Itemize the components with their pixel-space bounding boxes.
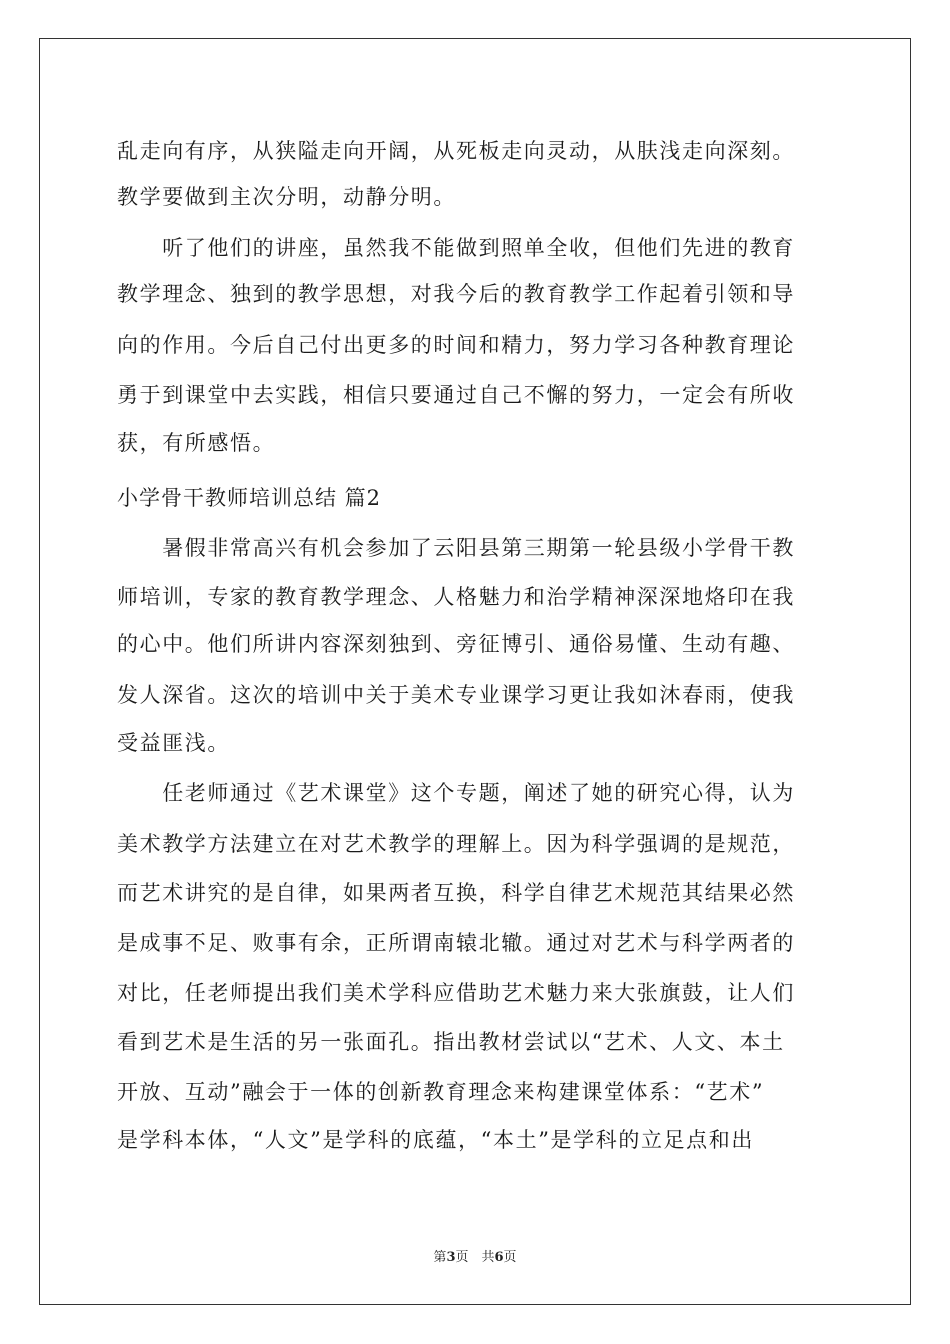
- text-line: 向的作用。今后自己付出更多的时间和精力，努力学习各种教育理论: [117, 333, 795, 357]
- text-line: 教学要做到主次分明，动静分明。: [117, 185, 456, 209]
- text-line: 教学理念、独到的教学思想，对我今后的教育教学工作起着引领和导: [117, 282, 795, 306]
- text-line: 而艺术讲究的是自律，如果两者互换，科学自律艺术规范其结果必然: [117, 881, 795, 905]
- text-line: 获，有所感悟。: [117, 431, 276, 455]
- text-line: 乱走向有序，从狭隘走向开阔，从死板走向灵动，从肤浅走向深刻。: [117, 139, 795, 163]
- text-line: 美术教学方法建立在对艺术教学的理解上。因为科学强调的是规范，: [117, 832, 795, 856]
- text-line: 发人深省。这次的培训中关于美术专业课学习更让我如沐春雨，使我: [117, 683, 795, 707]
- total-page-number: 6: [494, 1250, 504, 1265]
- text-line: 对比，任老师提出我们美术学科应借助艺术魅力来大张旗鼓，让人们: [117, 981, 795, 1005]
- text-line: 是学科本体，“人文”是学科的底蕴，“本土”是学科的立足点和出: [117, 1128, 754, 1152]
- text-line: 看到艺术是生活的另一张面孔。指出教材尝试以“艺术、人文、本土: [117, 1030, 785, 1054]
- text-line: 任老师通过《艺术课堂》这个专题，阐述了她的研究心得，认为: [117, 781, 795, 805]
- current-page-number: 3: [446, 1250, 456, 1265]
- section-heading: 小学骨干教师培训总结 篇2: [117, 486, 382, 510]
- text-line: 听了他们的讲座，虽然我不能做到照单全收，但他们先进的教育: [117, 236, 795, 260]
- text-line: 师培训，专家的教育教学理念、人格魅力和治学精神深深地烙印在我: [117, 585, 795, 609]
- text-line: 暑假非常高兴有机会参加了云阳县第三期第一轮县级小学骨干教: [117, 536, 795, 560]
- text-line: 勇于到课堂中去实践，相信只要通过自己不懈的努力，一定会有所收: [117, 383, 795, 407]
- page-suffix: 页: [503, 1250, 517, 1265]
- text-line: 受益匪浅。: [117, 731, 230, 755]
- text-line: 的心中。他们所讲内容深刻独到、旁征博引、通俗易懂、生动有趣、: [117, 632, 795, 656]
- page-border: [39, 38, 911, 1305]
- text-line: 是成事不足、败事有余，正所谓南辕北辙。通过对艺术与科学两者的: [117, 931, 795, 955]
- page-prefix: 第: [433, 1250, 447, 1265]
- page-footer: [0, 1246, 950, 1265]
- page-mid: 页 共: [455, 1250, 495, 1265]
- text-line: 开放、互动”融会于一体的创新教育理念来构建课堂体系：“艺术”: [117, 1080, 765, 1104]
